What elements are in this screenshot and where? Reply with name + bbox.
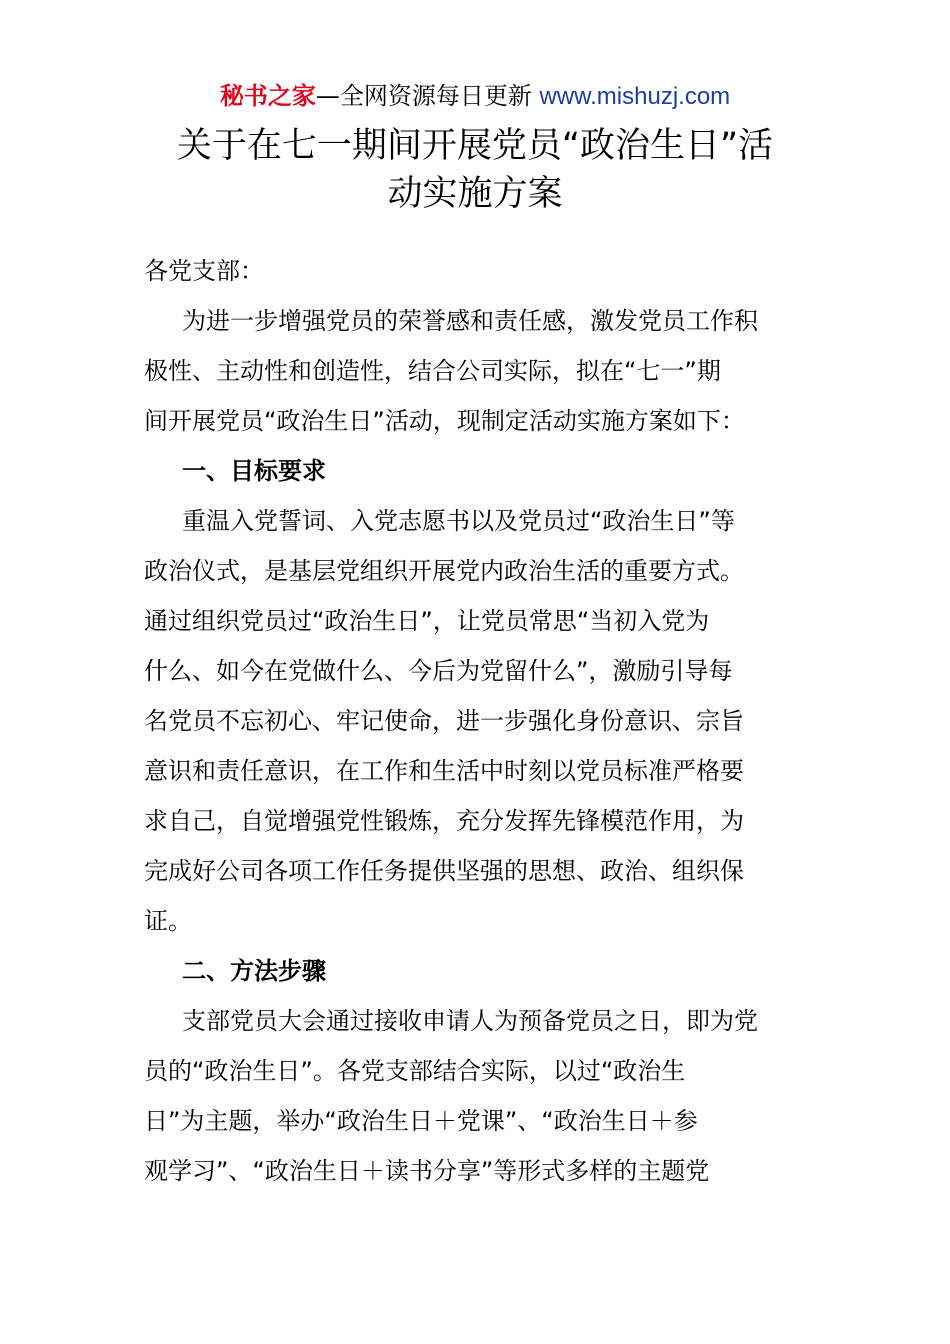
site-slogan: —全网资源每日更新 <box>315 82 532 110</box>
document-title <box>0 122 950 218</box>
title-line-1: 关于在七一期间开展党员“政治生日”活 <box>176 126 774 166</box>
section2-line: 日”为主题，举办“政治生日＋党课”、“政治生日＋参 <box>144 1107 698 1135</box>
intro-line: 间开展党员“政治生日”活动，现制定活动实施方案如下： <box>144 407 745 435</box>
section-heading-1: 一、目标要求 <box>182 457 326 485</box>
document-body <box>144 246 812 1196</box>
section1-line: 重温入党誓词、入党志愿书以及党员过“政治生日”等 <box>182 507 735 535</box>
site-url-link[interactable]: www.mishuzj.com <box>539 83 731 110</box>
site-name: 秘书之家 <box>219 82 316 110</box>
section-heading-2: 二、方法步骤 <box>182 957 326 985</box>
intro-line: 为进一步增强党员的荣誉感和责任感，激发党员工作积 <box>182 307 758 335</box>
section2-paragraph <box>144 996 812 1196</box>
section1-line: 名党员不忘初心、牢记使命，进一步强化身份意识、宗旨 <box>144 707 744 735</box>
site-header <box>0 80 950 113</box>
section2-line: 支部党员大会通过接收申请人为预备党员之日，即为党 <box>182 1007 758 1035</box>
section1-paragraph <box>144 496 812 946</box>
intro-line: 极性、主动性和创造性，结合公司实际，拟在“七一”期 <box>144 357 721 385</box>
intro-paragraph <box>144 296 812 446</box>
salutation: 各党支部： <box>144 257 264 285</box>
section1-line: 通过组织党员过“政治生日”，让党员常思“当初入党为 <box>144 607 710 635</box>
title-line-2: 动实施方案 <box>387 174 563 214</box>
section1-line: 什么、如今在党做什么、今后为党留什么”，激励引导每 <box>144 657 733 685</box>
section1-line: 政治仪式，是基层党组织开展党内政治生活的重要方式。 <box>144 557 744 585</box>
section1-line: 完成好公司各项工作任务提供坚强的思想、政治、组织保 <box>144 857 744 885</box>
section1-line: 意识和责任意识，在工作和生活中时刻以党员标准严格要 <box>144 757 744 785</box>
section1-line: 求自己，自觉增强党性锻炼，充分发挥先锋模范作用，为 <box>144 807 744 835</box>
section1-line: 证。 <box>144 907 192 935</box>
section2-line: 员的“政治生日”。各党支部结合实际，以过“政治生 <box>144 1057 686 1085</box>
section2-line: 观学习”、“政治生日＋读书分享”等形式多样的主题党 <box>144 1157 710 1185</box>
